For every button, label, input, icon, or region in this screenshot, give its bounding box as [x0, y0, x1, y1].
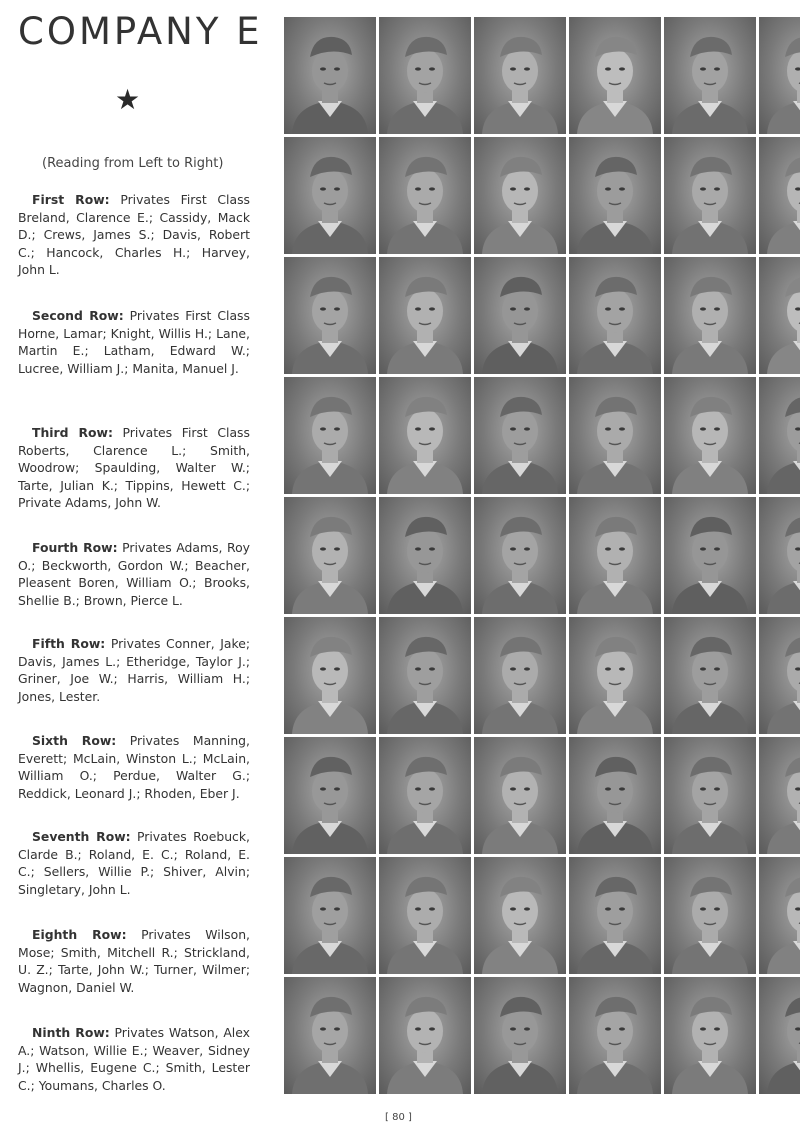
soldier-portrait-icon	[759, 377, 800, 494]
soldier-portrait-icon	[569, 737, 661, 854]
soldier-portrait-icon	[569, 617, 661, 734]
portrait-photo	[379, 377, 471, 494]
soldier-portrait-icon	[569, 137, 661, 254]
portrait-photo	[474, 377, 566, 494]
soldier-portrait-icon	[759, 617, 800, 734]
soldier-portrait-icon	[759, 257, 800, 374]
soldier-portrait-icon	[569, 377, 661, 494]
portrait-photo	[759, 977, 800, 1094]
portrait-photo	[474, 137, 566, 254]
portrait-photo	[474, 617, 566, 734]
soldier-portrait-icon	[474, 977, 566, 1094]
soldier-portrait-icon	[569, 257, 661, 374]
row-caption-9	[18, 1024, 250, 1094]
portrait-photo	[284, 137, 376, 254]
soldier-portrait-icon	[759, 497, 800, 614]
portrait-photo	[569, 377, 661, 494]
portrait-photo	[284, 617, 376, 734]
row-names: Privates Adams, Roy O.; Beckworth, Gordon W.; Beacher, Pleasent Boren, William O.; Brooks, Shellie B.; Brown, Pierce L.	[18, 540, 250, 608]
portrait-photo	[379, 137, 471, 254]
photo-row	[284, 17, 800, 134]
portrait-photo	[664, 497, 756, 614]
star-icon: ★	[115, 83, 141, 116]
page-title: COMPANY E	[18, 10, 263, 53]
soldier-portrait-icon	[759, 137, 800, 254]
soldier-portrait-icon	[474, 137, 566, 254]
row-caption-7	[18, 828, 250, 898]
portrait-photo	[379, 257, 471, 374]
row-caption-8	[18, 926, 250, 996]
row-label: Third Row:	[32, 425, 113, 440]
row-label: Ninth Row:	[32, 1025, 110, 1040]
portrait-photo	[474, 17, 566, 134]
soldier-portrait-icon	[284, 737, 376, 854]
row-label: Fifth Row:	[32, 636, 106, 651]
portrait-photo	[284, 17, 376, 134]
soldier-portrait-icon	[379, 137, 471, 254]
soldier-portrait-icon	[379, 977, 471, 1094]
portrait-photo	[664, 17, 756, 134]
soldier-portrait-icon	[664, 257, 756, 374]
soldier-portrait-icon	[379, 377, 471, 494]
soldier-portrait-icon	[284, 497, 376, 614]
portrait-photo	[569, 977, 661, 1094]
row-label: Fourth Row:	[32, 540, 118, 555]
soldier-portrait-icon	[664, 377, 756, 494]
soldier-portrait-icon	[379, 17, 471, 134]
row-names: Privates First Class Breland, Clarence E.; Cassidy, Mack D.; Crews, James S.; Davis, Robert C.; Hancock, Charles H.; Harvey, John L.	[18, 192, 250, 277]
portrait-photo	[379, 17, 471, 134]
soldier-portrait-icon	[664, 857, 756, 974]
soldier-portrait-icon	[284, 137, 376, 254]
row-caption-2	[18, 307, 250, 377]
row-names: Privates Watson, Alex A.; Watson, Willie E.; Weaver, Sidney J.; Whellis, Eugene C.; Smith, Lester C.; Youmans, Charles O.	[18, 1025, 250, 1093]
photo-row	[284, 377, 800, 494]
soldier-portrait-icon	[664, 17, 756, 134]
portrait-photo	[379, 977, 471, 1094]
soldier-portrait-icon	[379, 497, 471, 614]
photo-row	[284, 137, 800, 254]
photo-row	[284, 857, 800, 974]
soldier-portrait-icon	[759, 17, 800, 134]
portrait-photo	[474, 857, 566, 974]
portrait-photo	[664, 377, 756, 494]
photo-row	[284, 617, 800, 734]
portrait-photo	[664, 617, 756, 734]
soldier-portrait-icon	[759, 977, 800, 1094]
soldier-portrait-icon	[474, 497, 566, 614]
portrait-photo	[569, 737, 661, 854]
portrait-photo	[379, 857, 471, 974]
portrait-photo	[759, 377, 800, 494]
portrait-photo	[569, 137, 661, 254]
soldier-portrait-icon	[379, 257, 471, 374]
soldier-portrait-icon	[284, 857, 376, 974]
portrait-photo	[569, 257, 661, 374]
portrait-photo	[474, 257, 566, 374]
portrait-photo	[284, 977, 376, 1094]
photo-row	[284, 737, 800, 854]
row-label: First Row:	[32, 192, 110, 207]
soldier-portrait-icon	[284, 977, 376, 1094]
reading-note: (Reading from Left to Right)	[42, 156, 224, 171]
portrait-photo	[759, 737, 800, 854]
row-names: Privates Wilson, Mose; Smith, Mitchell R.; Strickland, U. Z.; Tarte, John W.; Turner, Wilmer; Wagnon, Daniel W.	[18, 927, 250, 995]
photo-row	[284, 497, 800, 614]
photo-row	[284, 977, 800, 1094]
row-caption-5	[18, 635, 250, 705]
soldier-portrait-icon	[474, 377, 566, 494]
row-names: Privates Roebuck, Clarde B.; Roland, E. C.; Roland, E. C.; Sellers, Willie P.; Shiver, Alvin; Singletary, John L.	[18, 829, 250, 897]
portrait-photo	[759, 497, 800, 614]
portrait-photo	[759, 857, 800, 974]
portrait-photo	[379, 617, 471, 734]
portrait-photo	[284, 857, 376, 974]
portrait-photo	[664, 137, 756, 254]
soldier-portrait-icon	[569, 977, 661, 1094]
soldier-portrait-icon	[284, 377, 376, 494]
soldier-portrait-icon	[474, 17, 566, 134]
soldier-portrait-icon	[474, 857, 566, 974]
portrait-photo	[379, 497, 471, 614]
soldier-portrait-icon	[284, 17, 376, 134]
portrait-photo	[664, 977, 756, 1094]
portrait-photo	[284, 257, 376, 374]
row-names: Privates Manning, Everett; McLain, Winston L.; McLain, William O.; Perdue, Walter G.; Reddick, Leonard J.; Rhoden, Eber J.	[18, 733, 250, 801]
soldier-portrait-icon	[569, 857, 661, 974]
soldier-portrait-icon	[664, 617, 756, 734]
row-caption-1	[18, 191, 250, 279]
portrait-photo	[569, 17, 661, 134]
portrait-photo	[569, 857, 661, 974]
row-names: Privates First Class Roberts, Clarence L.; Smith, Woodrow; Spaulding, Walter W.; Tarte, Julian K.; Tippins, Hewett C.; Private Adams, John W.	[18, 425, 250, 510]
row-names: Privates First Class Horne, Lamar; Knight, Willis H.; Lane, Martin E.; Latham, Edward W.; Lucree, William J.; Manita, Manuel J.	[18, 308, 250, 376]
row-label: Second Row:	[32, 308, 124, 323]
soldier-portrait-icon	[664, 137, 756, 254]
soldier-portrait-icon	[569, 17, 661, 134]
portrait-photo	[474, 497, 566, 614]
soldier-portrait-icon	[379, 617, 471, 734]
soldier-portrait-icon	[569, 497, 661, 614]
soldier-portrait-icon	[379, 857, 471, 974]
portrait-photo	[759, 137, 800, 254]
soldier-portrait-icon	[284, 617, 376, 734]
portrait-photo	[284, 737, 376, 854]
row-label: Eighth Row:	[32, 927, 127, 942]
row-caption-4	[18, 539, 250, 609]
soldier-portrait-icon	[474, 737, 566, 854]
portrait-photo	[664, 737, 756, 854]
row-names: Privates Conner, Jake; Davis, James L.; Etheridge, Taylor J.; Griner, Joe W.; Harris, William H.; Jones, Lester.	[18, 636, 250, 704]
page-number: [ 80 ]	[385, 1112, 412, 1123]
soldier-portrait-icon	[474, 617, 566, 734]
soldier-portrait-icon	[664, 497, 756, 614]
soldier-portrait-icon	[759, 737, 800, 854]
portrait-photo	[569, 497, 661, 614]
portrait-photo	[474, 977, 566, 1094]
soldier-portrait-icon	[759, 857, 800, 974]
portrait-photo	[569, 617, 661, 734]
portrait-photo	[379, 737, 471, 854]
portrait-photo	[759, 617, 800, 734]
portrait-photo	[759, 17, 800, 134]
soldier-portrait-icon	[664, 977, 756, 1094]
soldier-portrait-icon	[664, 737, 756, 854]
portrait-photo	[759, 257, 800, 374]
portrait-photo	[284, 497, 376, 614]
row-caption-3	[18, 424, 250, 512]
portrait-photo	[474, 737, 566, 854]
soldier-portrait-icon	[379, 737, 471, 854]
photo-row	[284, 257, 800, 374]
row-label: Seventh Row:	[32, 829, 131, 844]
row-label: Sixth Row:	[32, 733, 117, 748]
portrait-photo	[284, 377, 376, 494]
soldier-portrait-icon	[474, 257, 566, 374]
portrait-grid	[284, 17, 800, 1097]
portrait-photo	[664, 857, 756, 974]
portrait-photo	[664, 257, 756, 374]
row-caption-6	[18, 732, 250, 802]
soldier-portrait-icon	[284, 257, 376, 374]
